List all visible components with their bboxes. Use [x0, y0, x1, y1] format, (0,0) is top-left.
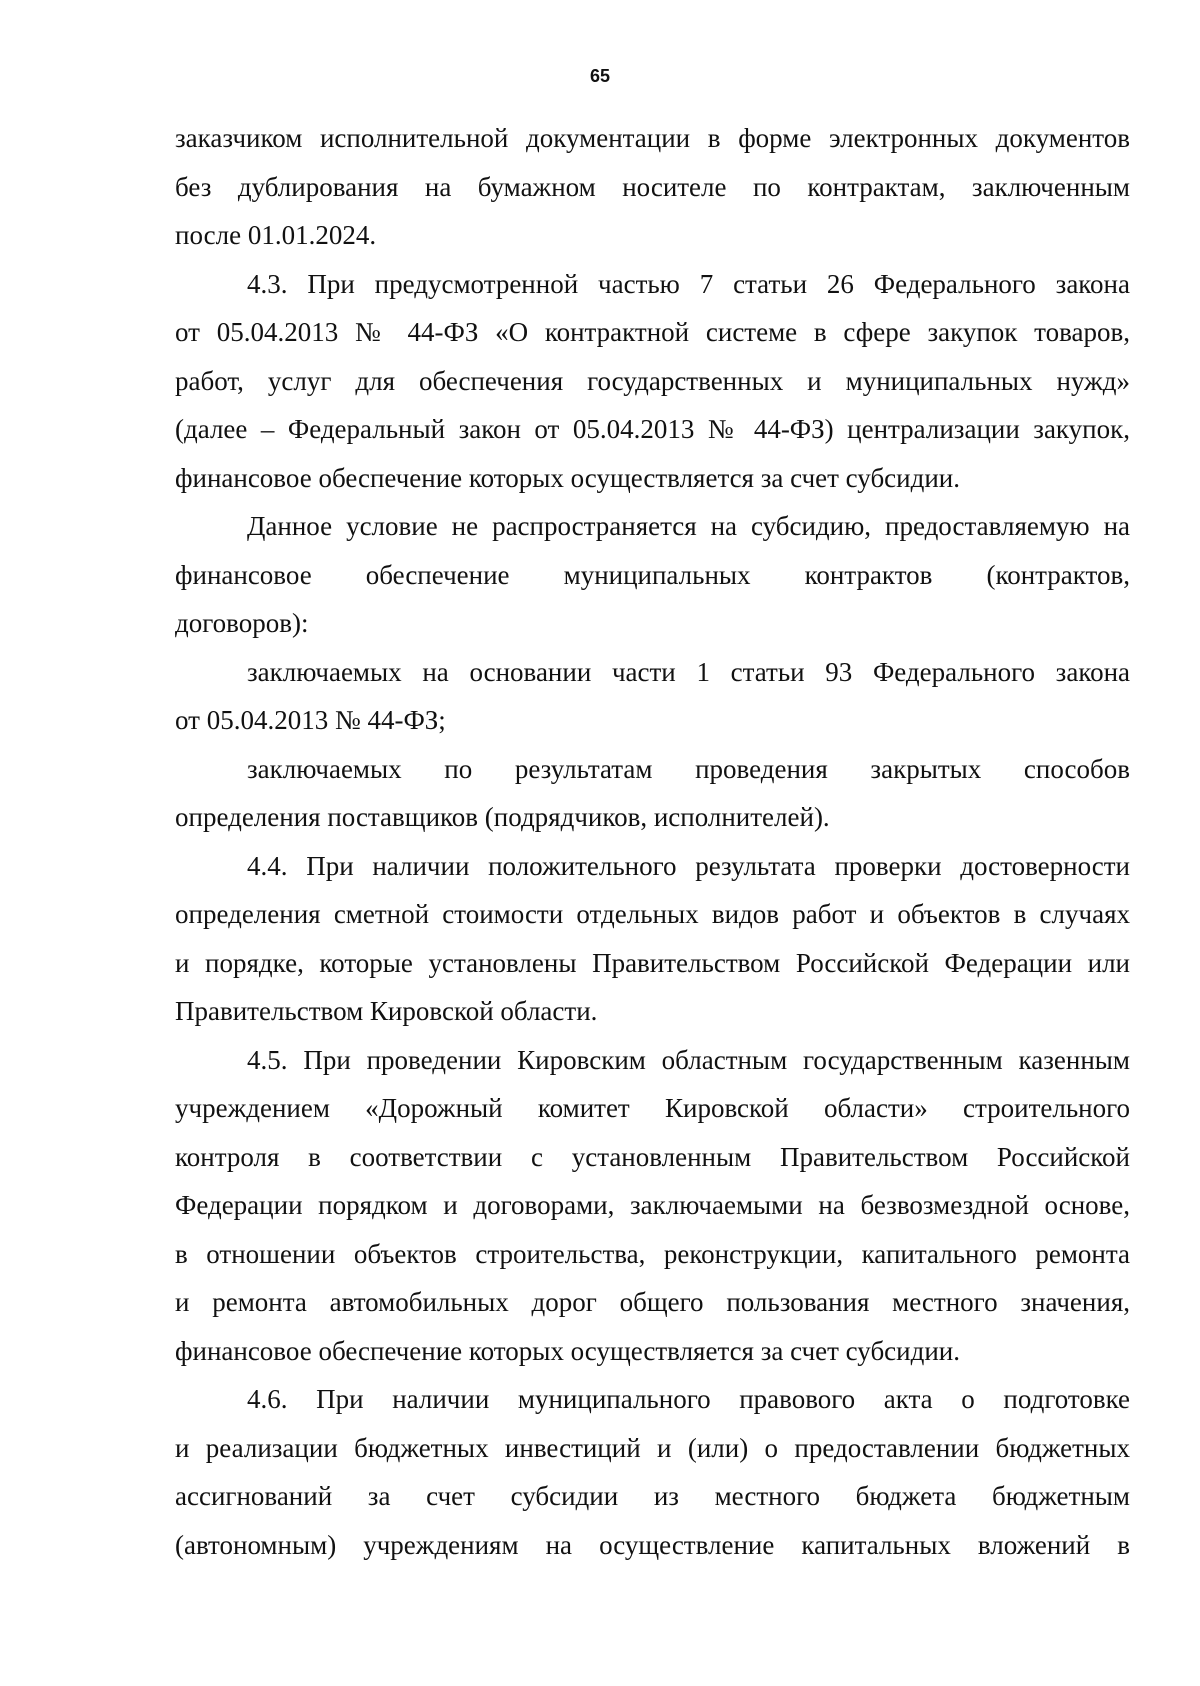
text-line: 4.4. При наличии положительного результата проверки достоверности — [247, 850, 1130, 881]
text-line: договоров): — [175, 608, 309, 638]
text-line: 4.6. При наличии муниципального правового акта о подготовке — [247, 1384, 1130, 1414]
text-line: без дублирования на бумажном носителе по контрактам, заключенным — [175, 171, 1130, 202]
text-line: определения сметной стоимости отдельных видов работ и объектов в случаях — [175, 899, 1130, 929]
text-line: Правительством Кировской области. — [175, 996, 598, 1026]
text-line: заключаемых по результатам проведения закрытых способов — [247, 753, 1130, 784]
text-line: ассигнований за счет субсидии из местного бюджета бюджетным — [175, 1481, 1130, 1511]
text-line: учреждением «Дорожный комитет Кировской области» строительного — [175, 1093, 1130, 1123]
text-line: (далее – Федеральный закон от 05.04.2013 № 44-ФЗ) централизации закупок, — [175, 414, 1130, 444]
text-line: финансовое обеспечение которых осуществляется за счет субсидии. — [175, 462, 961, 493]
text-line: от 05.04.2013 № 44-ФЗ «О контрактной системе в сфере закупок товаров, — [175, 317, 1130, 347]
text-line: (автономным) учреждениям на осуществление капитальных вложений в — [175, 1529, 1130, 1560]
text-line: определения поставщиков (подрядчиков, исполнителей). — [175, 802, 830, 832]
document-body — [175, 114, 1130, 1569]
text-line: в отношении объектов строительства, реконструкции, капитального ремонта — [175, 1238, 1130, 1269]
text-line: заключаемых на основании части 1 статьи 93 Федерального закона — [247, 656, 1130, 687]
text-line: работ, услуг для обеспечения государственных и муниципальных нужд» — [175, 365, 1130, 396]
text-line: заказчиком исполнительной документации в форме электронных документов — [175, 123, 1130, 153]
text-line: финансовое обеспечение которых осуществляется за счет субсидии. — [175, 1335, 961, 1366]
text-line: 4.3. При предусмотренной частью 7 статьи 26 Федерального закона — [247, 268, 1130, 299]
text-line: после 01.01.2024. — [175, 220, 377, 250]
text-line: и ремонта автомобильных дорог общего пользования местного значения, — [175, 1287, 1130, 1317]
text-line: Данное условие не распространяется на субсидию, предоставляемую на — [247, 511, 1130, 541]
text-line: и реализации бюджетных инвестиций и (или) о предоставлении бюджетных — [175, 1432, 1130, 1463]
text-line: контроля в соответствии с установленным Правительством Российской — [175, 1141, 1130, 1172]
text-line: Федерации порядком и договорами, заключаемыми на безвозмездной основе, — [175, 1190, 1130, 1220]
text-line: финансовое обеспечение муниципальных контрактов (контрактов, — [175, 559, 1130, 590]
page-number: 65 — [589, 66, 611, 86]
text-line: и порядке, которые установлены Правительством Российской Федерации или — [175, 947, 1130, 978]
text-line: от 05.04.2013 № 44-ФЗ; — [175, 705, 446, 735]
text-line: 4.5. При проведении Кировским областным государственным казенным — [247, 1044, 1130, 1075]
